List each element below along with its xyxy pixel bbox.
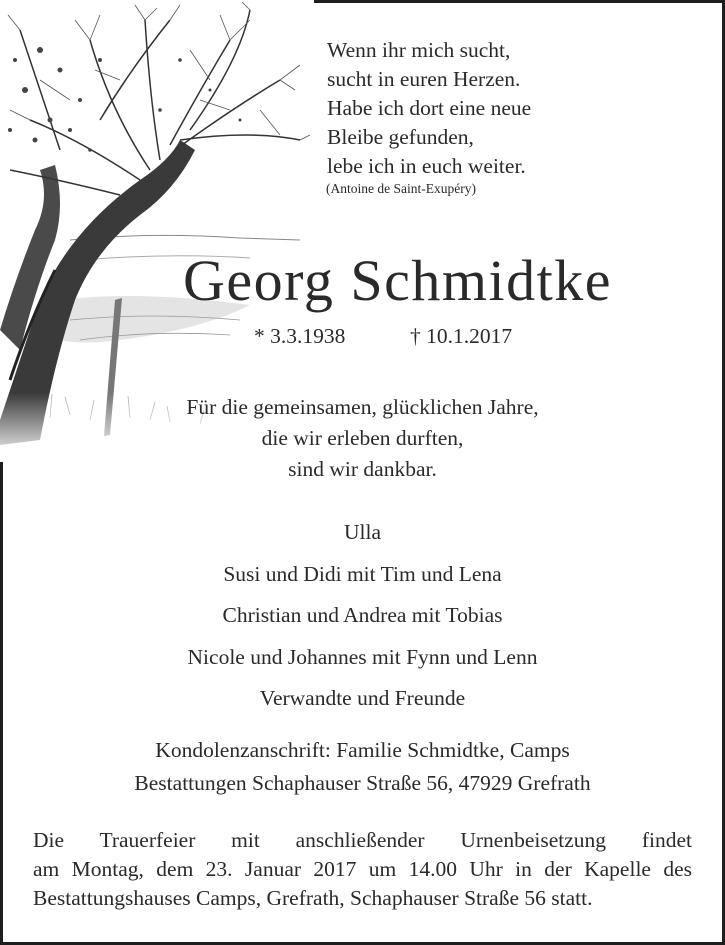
thanks-text [0, 392, 725, 485]
mourner-item: Susi und Didi mit Tim und Lena [223, 561, 502, 586]
quote-line: Habe ich dort eine neue [327, 96, 532, 120]
mourner-item: Nicole und Johannes mit Fynn und Lenn [187, 644, 538, 669]
quote-line: sucht in euren Herzen. [327, 67, 521, 91]
mourners-list [0, 512, 725, 720]
condolence-line: Bestattungen Schaphauser Straße 56, 47929 Grefrath [134, 771, 591, 795]
birth-date: * 3.3.1938 [254, 324, 346, 348]
ceremony-line: Die Trauerfeier mit anschließender Urnenbeisetzung findet [33, 828, 692, 852]
quote-author: (Antoine de Saint-Exupéry) [326, 181, 476, 196]
ceremony-line: Bestattungshauses Camps, Grefrath, Schaphauser Straße 56 statt. [33, 886, 593, 910]
deceased-name: Georg Schmidtke [183, 248, 612, 313]
ceremony-notice [33, 826, 692, 913]
quote-line: Bleibe gefunden, [327, 125, 474, 149]
quote-line: Wenn ihr mich sucht, [327, 38, 511, 62]
thanks-line: sind wir dankbar. [288, 457, 437, 481]
condolence-line: Kondolenzanschrift: Familie Schmidtke, Camps [155, 738, 570, 762]
ceremony-line: am Montag, dem 23. Januar 2017 um 14.00 Uhr in der Kapelle des [33, 857, 692, 881]
thanks-line: die wir erleben durften, [261, 426, 464, 450]
death-date: † 10.1.2017 [410, 324, 513, 348]
quote-line: lebe ich in euch weiter. [327, 154, 526, 178]
mourner-item: Ulla [343, 520, 382, 544]
thanks-line: Für die gemeinsamen, glücklichen Jahre, [186, 395, 539, 419]
mourner-item: Christian und Andrea mit Tobias [222, 603, 503, 627]
condolence-address [0, 734, 725, 800]
mourner-item: Verwandte und Freunde [259, 686, 466, 710]
quote-block [327, 36, 531, 181]
